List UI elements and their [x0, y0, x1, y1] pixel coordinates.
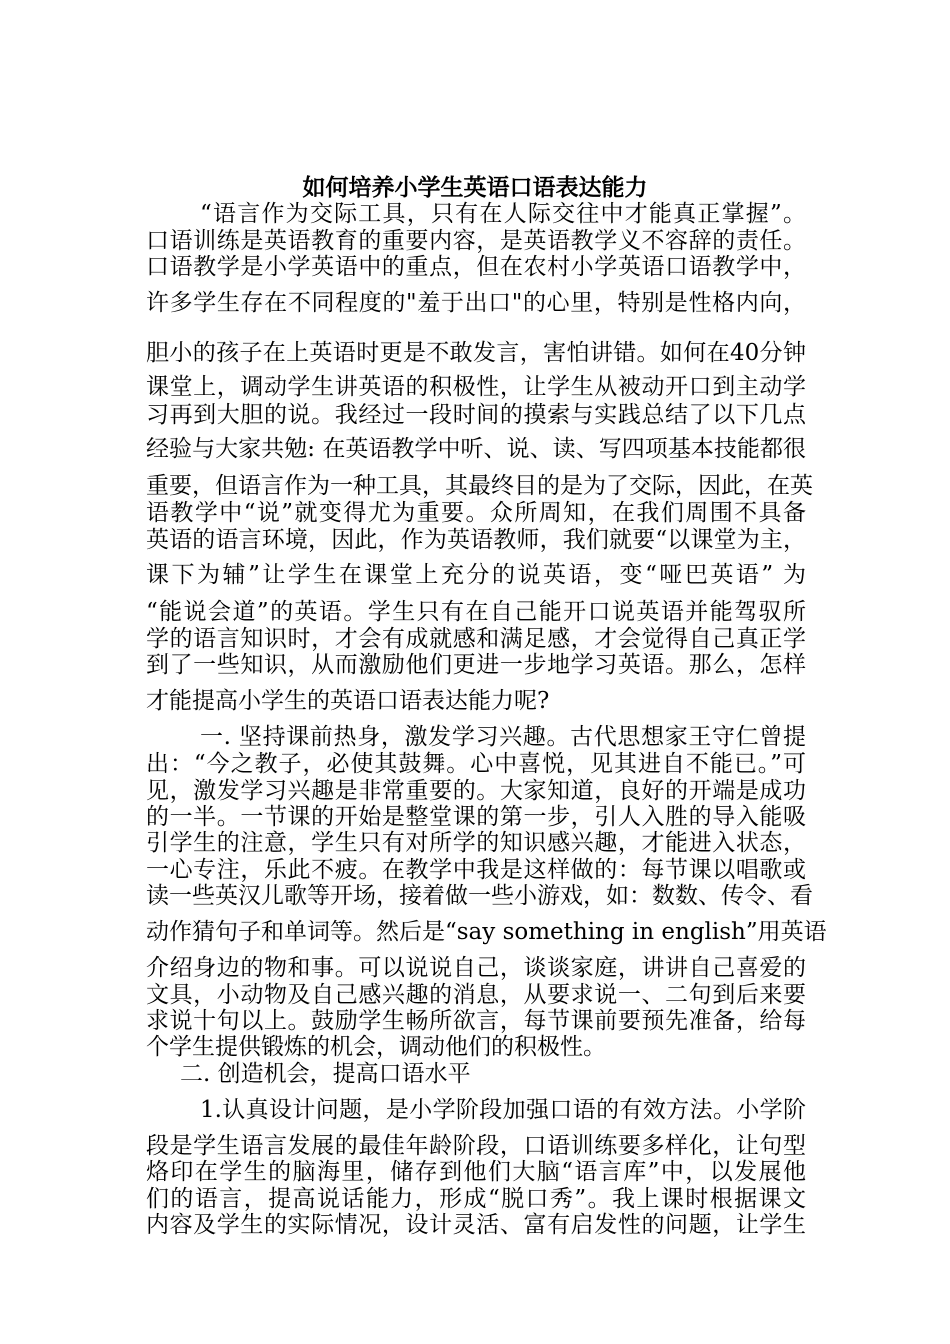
- paragraph-line: 求说十句以上。鼓励学生畅所欲言，每节课前要预先准备，给每: [146, 1008, 806, 1034]
- paragraph-line: 内容及学生的实际情况，设计灵活、富有启发性的问题，让学生: [146, 1212, 806, 1238]
- section-heading-line: 二. 创造机会，提高口语水平: [180, 1061, 471, 1087]
- paragraph-line: 们的语言，提高说话能力，形成“脱口秀”。我上课时根据课文: [146, 1186, 806, 1212]
- paragraph-line: 习再到大胆的说。我经过一段时间的摸索与实践总结了以下几点: [146, 402, 806, 428]
- paragraph-line: 出：“今之教子，必使其鼓舞。心中喜悦，见其进自不能已。”可: [146, 751, 806, 777]
- paragraph-line: 口语训练是英语教育的重要内容，是英语教学义不容辞的责任。: [146, 228, 806, 254]
- paragraph-line: 胆小的孩子在上英语时更是不敢发言，害怕讲错。如何在40分钟: [146, 340, 806, 366]
- document-title: 如何培养小学生英语口语表达能力: [302, 174, 648, 201]
- paragraph-line: 的一半。一节课的开始是整堂课的第一步，引人入胜的导入能吸: [146, 804, 806, 830]
- paragraph-line: 学的语言知识时，才会有成就感和满足感，才会觉得自己真正学: [146, 626, 806, 652]
- paragraph-line: 个学生提供锻炼的机会，调动他们的积极性。: [146, 1034, 606, 1060]
- paragraph-line: 介绍身边的物和事。可以说说自己，谈谈家庭，讲讲自己喜爱的: [146, 955, 806, 981]
- paragraph-line: 引学生的注意，学生只有对所学的知识感兴趣，才能进入状态，: [146, 830, 806, 856]
- paragraph-line: “能说会道”的英语。学生只有在自己能开口说英语并能驾驭所: [146, 599, 806, 625]
- paragraph-line: 英语的语言环境，因此，作为英语教师，我们就要“以课堂为主，: [146, 527, 806, 553]
- paragraph-line: 语教学中“说”就变得尤为重要。众所周知，在我们周围不具备: [146, 500, 806, 526]
- paragraph-line: 课下为辅”让学生在课堂上充分的说英语，变“哑巴英语” 为: [146, 562, 806, 588]
- paragraph-line: 见，激发学习兴趣是非常重要的。大家知道，良好的开端是成功: [146, 778, 806, 804]
- paragraph-line: “语言作为交际工具，只有在人际交往中才能真正掌握”。: [200, 201, 806, 227]
- section-heading-line: 一. 坚持课前热身，激发学习兴趣。古代思想家王守仁曾提: [200, 724, 806, 750]
- paragraph-line: 许多学生存在不同程度的"羞于出口"的心里，特别是性格内向，: [146, 290, 806, 316]
- paragraph-line: 重要，但语言作为一种工具，其最终目的是为了交际，因此，在英: [146, 473, 813, 499]
- paragraph-line: 到了一些知识，从而激励他们更进一步地学习英语。那么，怎样: [146, 652, 806, 678]
- paragraph-line: 经验与大家共勉: 在英语教学中听、说、读、写四项基本技能都很: [146, 436, 806, 462]
- paragraph-line: 烙印在学生的脑海里，储存到他们大脑“语言库”中，以发展他: [146, 1159, 806, 1185]
- paragraph-line: 1.认真设计问题，是小学阶段加强口语的有效方法。小学阶: [200, 1097, 806, 1123]
- paragraph-line: 课堂上，调动学生讲英语的积极性，让学生从被动开口到主动学: [146, 374, 806, 400]
- paragraph-line: 读一些英汉儿歌等开场，接着做一些小游戏，如：数数、传令、看: [146, 883, 813, 909]
- paragraph-line: 文具，小动物及自己感兴趣的消息，从要求说一、二句到后来要: [146, 982, 806, 1008]
- paragraph-line: 一心专注，乐此不疲。在教学中我是这样做的：每节课以唱歌或: [146, 857, 806, 883]
- paragraph-line: 才能提高小学生的英语口语表达能力呢?: [146, 688, 550, 714]
- paragraph-line: 段是学生语言发展的最佳年龄阶段，口语训练要多样化，让句型: [146, 1133, 806, 1159]
- paragraph-line: 口语教学是小学英语中的重点，但在农村小学英语口语教学中，: [146, 254, 806, 280]
- paragraph-line: 动作猜句子和单词等。然后是“say something in english”用英语: [146, 919, 827, 945]
